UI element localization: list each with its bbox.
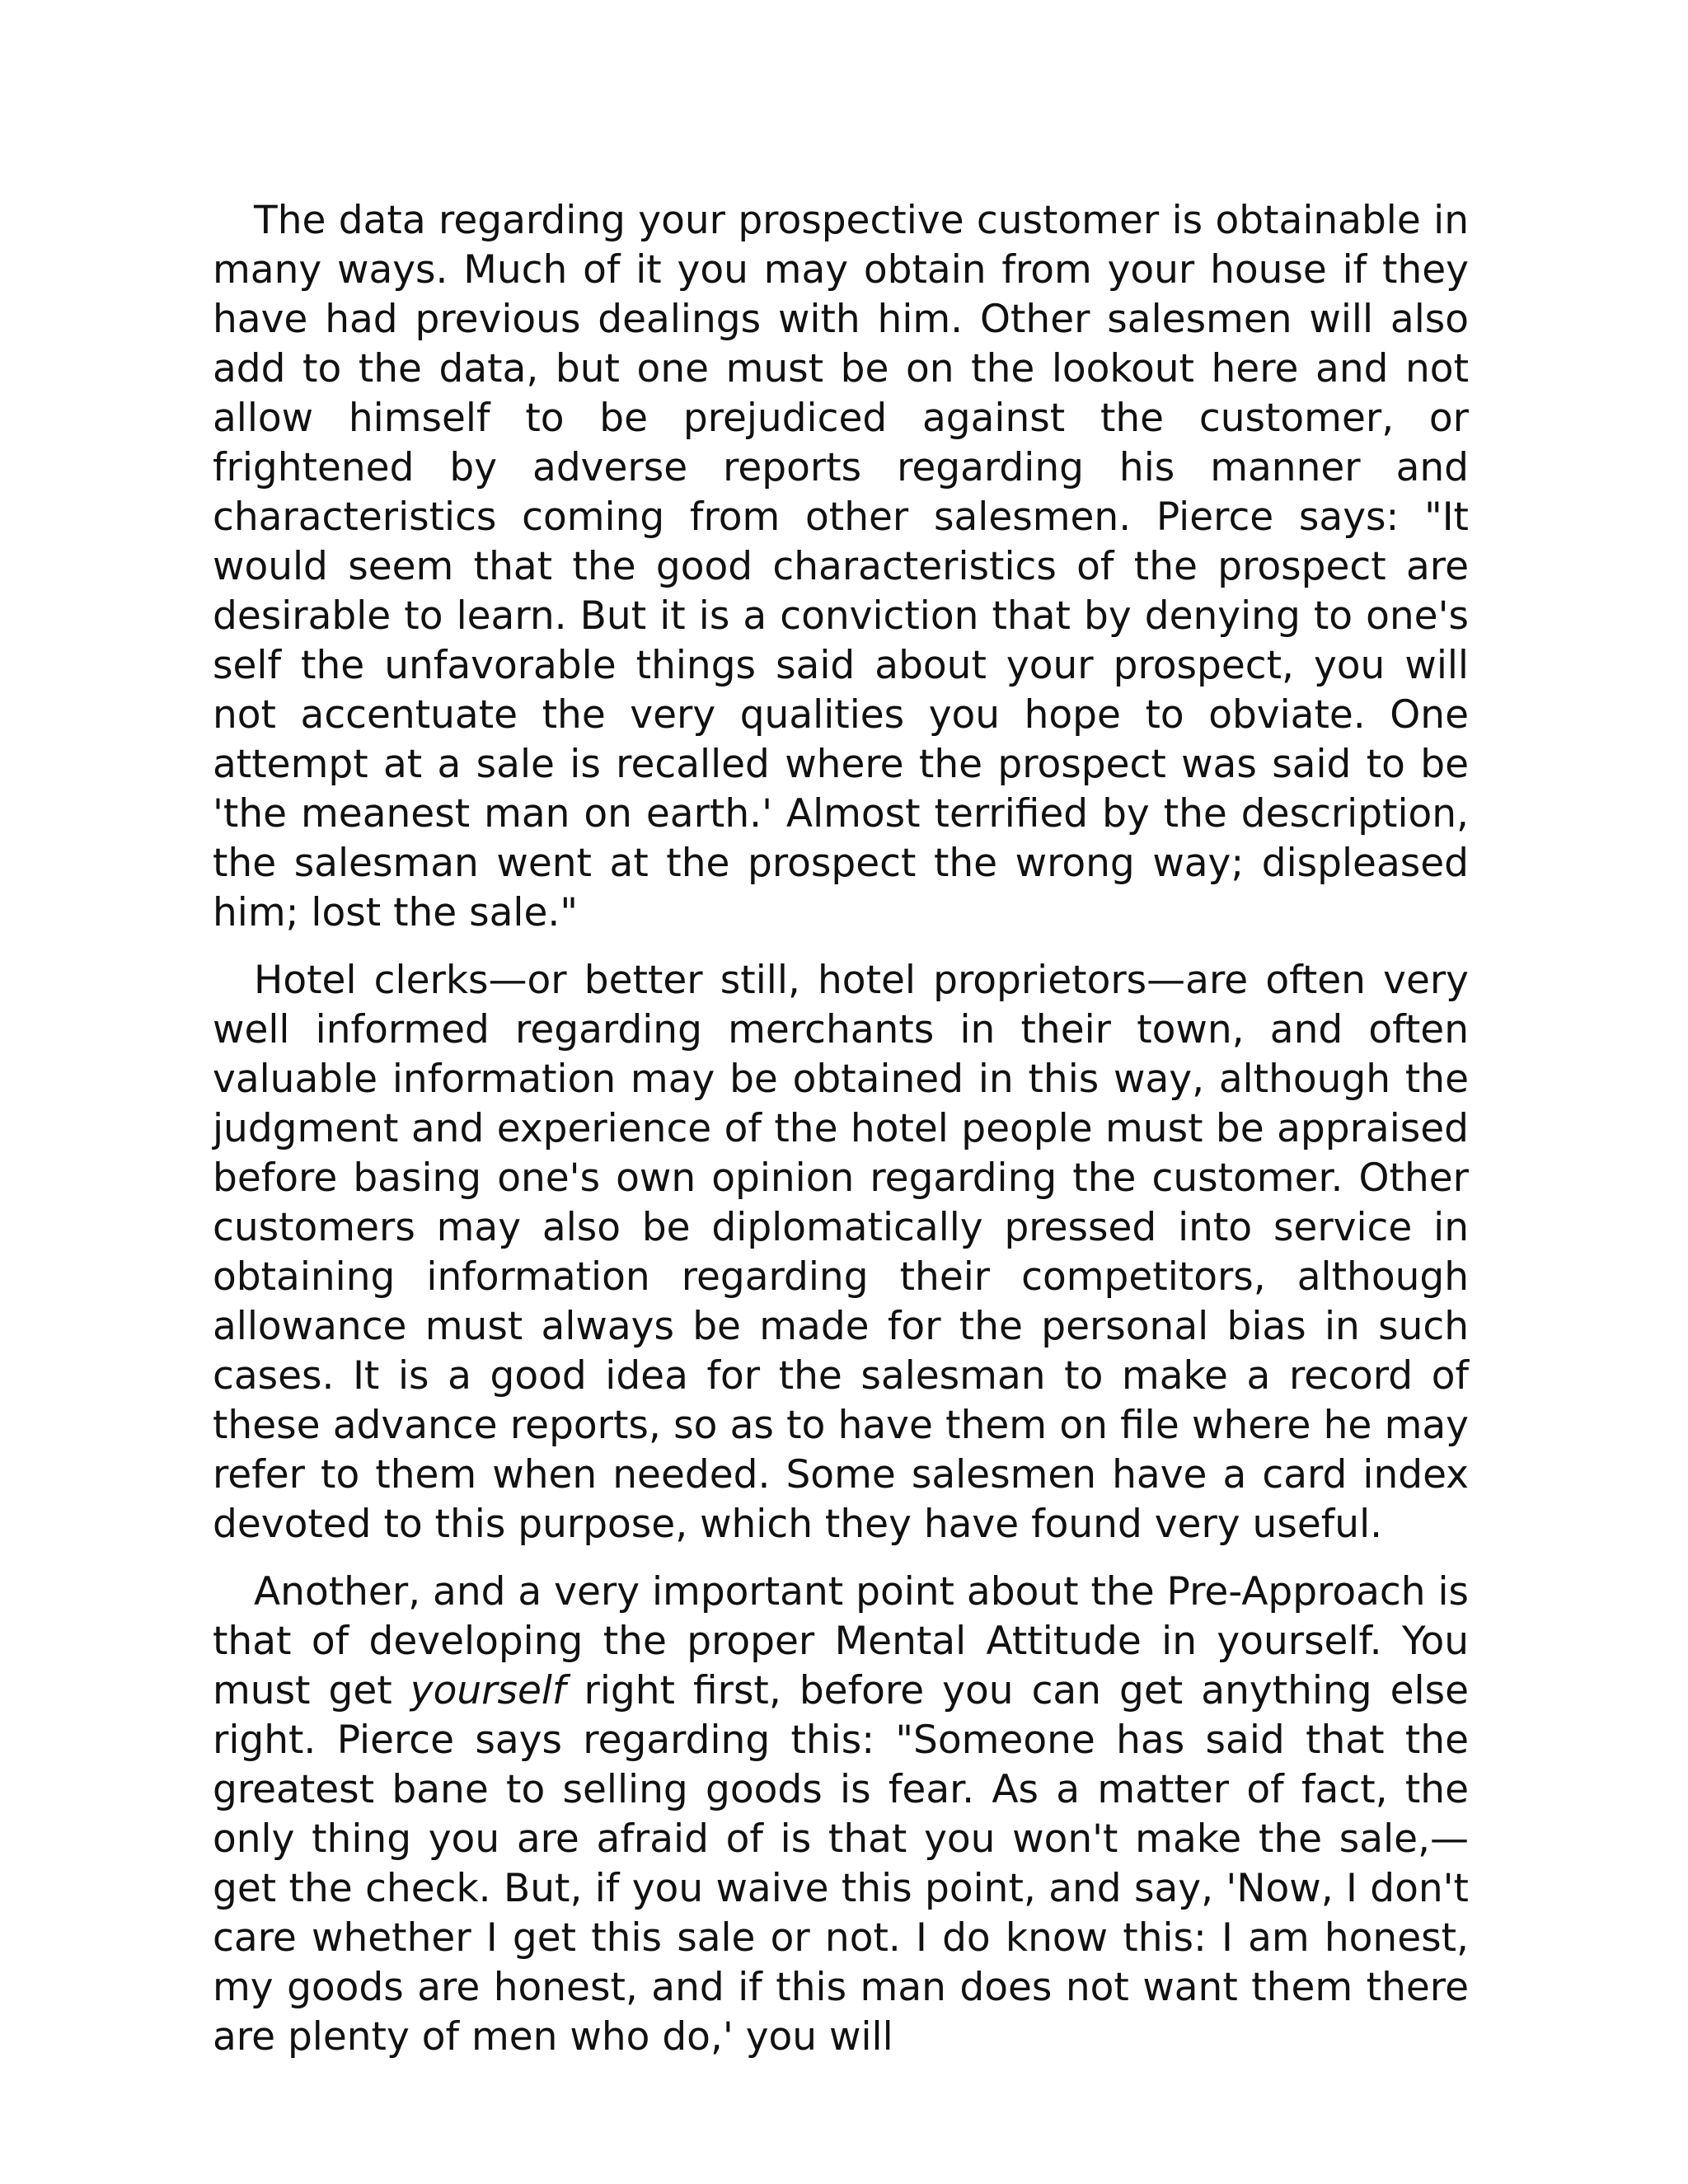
paragraph-mental-attitude xyxy=(213,1568,1469,2062)
paragraph-hotel-clerks: Hotel clerks—or better still, hotel proprietors—are often very well informed regarding merchants in their town, and often valuable information may be obtained in this way, although the judgment and experience of the hotel people must be appraised before basing one's own opinion regarding the customer. Other customers may also be diplomatically pressed into service in obtaining information regarding their competitors, although allowance must always be made for the personal bias in such cases. It is a good idea for the salesman to make a record of these advance reports, so as to have them on file where he may refer to them when needed. Some salesmen have a card index devoted to this purpose, which they have found very useful. xyxy=(213,958,1469,1547)
document-page xyxy=(213,196,1469,2062)
paragraph-customer-data: The data regarding your prospective customer is obtainable in many ways. Much of it you may obtain from your house if they have had previous dealings with him. Other salesmen will also add to the data, but one must be on the lookout here and not allow himself to be prejudiced against the customer, or frightened by adverse reports regarding his manner and characteristics coming from other salesmen. Pierce says: "It would seem that the good characteristics of the prospect are desirable to learn. But it is a conviction that by denying to one's self the unfavorable things said about your prospect, you will not accentuate the very qualities you hope to obviate. One attempt at a sale is recalled where the prospect was said to be 'the meanest man on earth.' Almost terrified by the description, the salesman went at the prospect the wrong way; displeased him; lost the sale." xyxy=(213,198,1469,935)
paragraph-text-before-emphasis: Another, and a very important point about the Pre-Approach is that of developing the proper Mental Attitude in yourself. You must get xyxy=(213,1569,1469,1713)
emphasized-word: yourself xyxy=(410,1668,566,1713)
paragraph-text-after-emphasis: right first, before you can get anything else right. Pierce says regarding this: "Someone has said that the greatest bane to selling goods is fear. As a matter of fact, the only thing you are afraid of is that you won't make the sale,—get the check. But, if you waive this point, and say, 'Now, I don't care whether I get this sale or not. I do know this: I am honest, my goods are honest, and if this man does not want them there are plenty of men who do,' you will xyxy=(213,1668,1470,2060)
